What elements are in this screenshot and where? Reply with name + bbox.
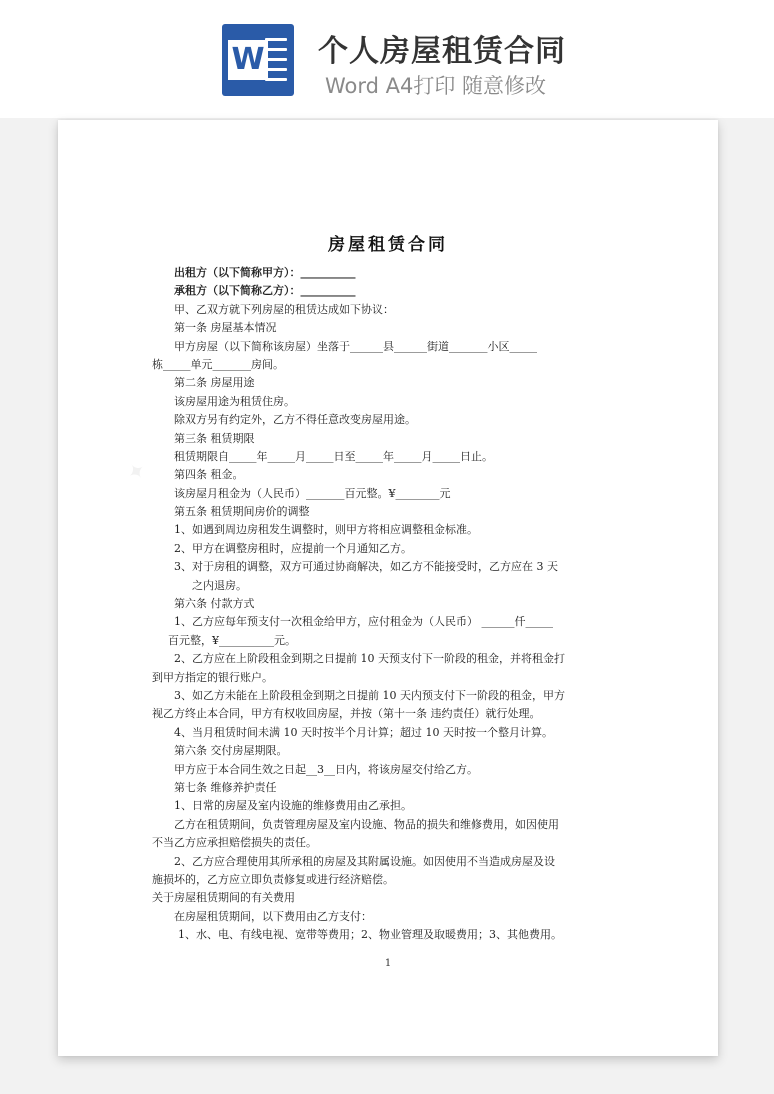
- document-lines-icon: [265, 38, 287, 82]
- document-line: 甲方房屋（以下简称该房屋）坐落于______县______街道_______小区_____: [174, 339, 537, 353]
- banner-title: 个人房屋租赁合同: [318, 34, 566, 69]
- document-line: 2、乙方应在上阶段租金到期之日提前 10 天预支付下一阶段的租金，并将租金打: [174, 652, 565, 666]
- document-line: 不当乙方应承担赔偿损失的责任。: [152, 836, 317, 850]
- document-line: 到甲方指定的银行账户。: [152, 670, 273, 684]
- document-line: 第四条 租金。: [174, 468, 244, 482]
- document-line: 租赁期限自_____年_____月_____日至_____年_____月_____日止。: [174, 449, 493, 463]
- document-line: 第一条 房屋基本情况: [174, 321, 277, 335]
- document-line: 1、水、电、有线电视、宽带等费用；2、物业管理及取暖费用；3、其他费用。: [178, 928, 562, 942]
- banner-subtitle: Word A4打印 随意修改: [325, 74, 547, 98]
- document-line: 之内退房。: [192, 578, 247, 592]
- document-line: 第三条 租赁期限: [174, 431, 255, 445]
- page-number: 1: [384, 958, 392, 969]
- document-line: 乙方在租赁期间，负责管理房屋及室内设施、物品的损失和维修费用，如因使用: [174, 817, 559, 831]
- document-line: 第五条 租赁期间房价的调整: [174, 505, 310, 519]
- document-line: 关于房屋租赁期间的有关费用: [152, 891, 295, 905]
- document-line: 1、日常的房屋及室内设施的维修费用由乙承担。: [174, 799, 412, 813]
- document-line: 2、甲方在调整房租时，应提前一个月通知乙方。: [174, 541, 412, 555]
- document-body: [152, 264, 604, 944]
- document-line: 第七条 维修养护责任: [174, 780, 277, 794]
- document-line: 除双方另有约定外，乙方不得任意改变房屋用途。: [174, 413, 416, 427]
- document-line: 视乙方终止本合同，甲方有权收回房屋，并按（第十一条 违约责任）就行处理。: [152, 707, 541, 721]
- header-banner: [0, 0, 774, 118]
- document-line: 该房屋用途为租赁住房。: [174, 394, 295, 408]
- document-line: 甲、乙双方就下列房屋的租赁达成如下协议：: [174, 302, 394, 316]
- document-line: 1、如遇到周边房租发生调整时，则甲方将相应调整租金标准。: [174, 523, 478, 537]
- document-line: 1、乙方应每年预支付一次租金给甲方，应付租金为（人民币） ______仟_____: [174, 615, 553, 629]
- word-document-icon: [222, 24, 294, 96]
- document-line: 栋_____单元_______房间。: [152, 357, 284, 371]
- document-line: 3、对于房租的调整，双方可通过协商解决，如乙方不能接受时，乙方应在 3 天: [174, 560, 558, 574]
- document-line: 百元整，¥__________元。: [168, 633, 296, 647]
- document-line: 在房屋租赁期间，以下费用由乙方支付：: [174, 909, 372, 923]
- document-line: 出租方（以下简称甲方）：__________: [174, 266, 356, 279]
- document-line: 承租方（以下简称乙方）：__________: [174, 284, 356, 298]
- document-line: 施损坏的，乙方应立即负责修复或进行经济赔偿。: [152, 872, 394, 886]
- document-line: 甲方应于本合同生效之日起__3__日内，将该房屋交付给乙方。: [174, 762, 478, 776]
- document-line: 2、乙方应合理使用其所承租的房屋及其附属设施。如因使用不当造成房屋及设: [174, 854, 555, 868]
- document-title: 房屋租赁合同: [328, 235, 448, 255]
- word-logo-letter: W: [228, 40, 268, 80]
- document-line: 该房屋月租金为（人民币）_______百元整。¥________元: [174, 486, 451, 500]
- document-line: 第六条 付款方式: [174, 597, 255, 611]
- document-line: 第六条 交付房屋期限。: [174, 744, 288, 758]
- document-line: 4、当月租赁时间未满 10 天时按半个月计算；超过 10 天时按一个整月计算。: [174, 725, 553, 739]
- watermark: ✦: [122, 456, 152, 489]
- document-line: 第二条 房屋用途: [174, 376, 255, 390]
- document-page: [58, 120, 718, 1056]
- document-line: 3、如乙方未能在上阶段租金到期之日提前 10 天内预支付下一阶段的租金，甲方: [174, 688, 565, 702]
